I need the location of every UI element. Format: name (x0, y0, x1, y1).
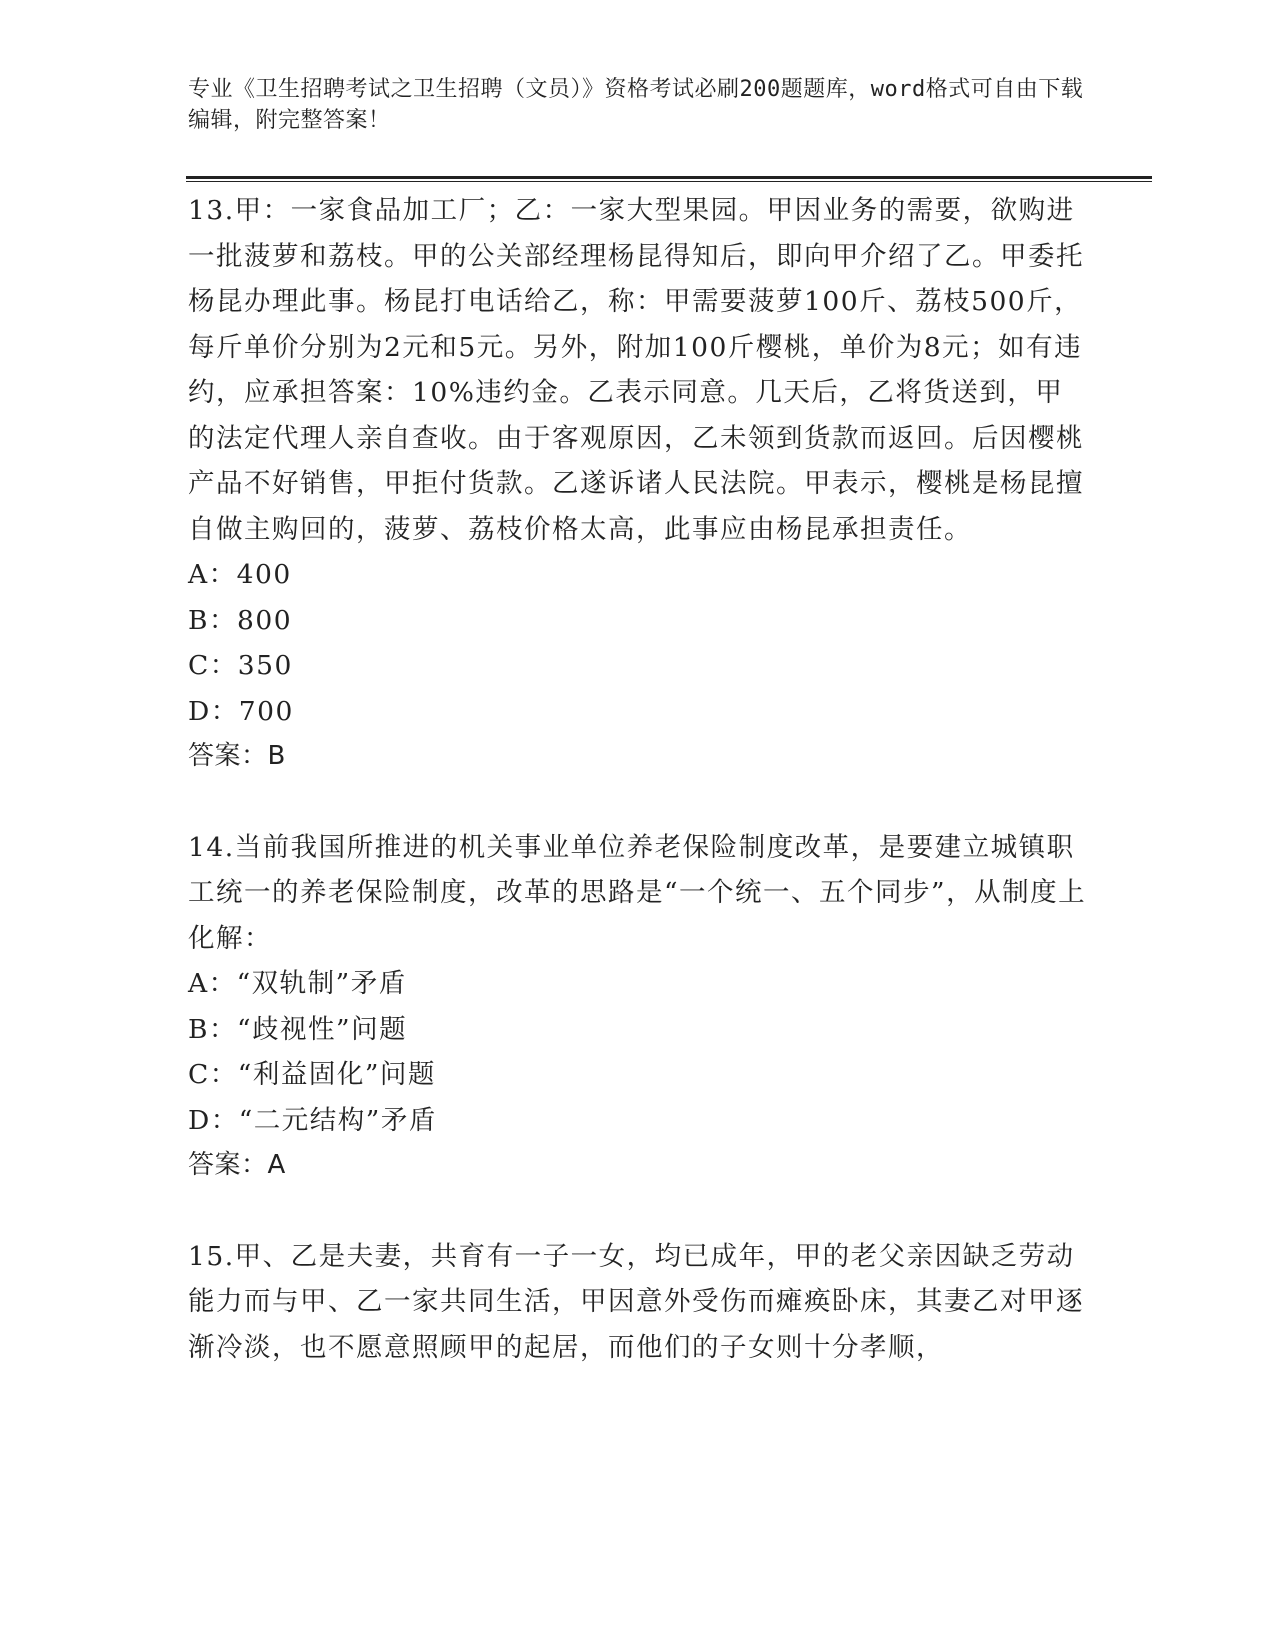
document-header (188, 74, 1088, 136)
answer-line: 答案：B (188, 741, 286, 771)
option-a: A：“双轨制”矛盾 (188, 968, 407, 999)
question-text: 13.甲：一家食品加工厂；乙：一家大型果园。甲因业务的需要，欲购进一批菠萝和荔枝。甲的公关部经理杨昆得知后，即向甲介绍了乙。甲委托杨昆办理此事。杨昆打电话给乙，称：甲需要菠萝100斤、荔枝500斤，每斤单价分别为2元和5元。另外，附加100斤樱桃，单价为8元；如有违约，应承担答案：10%违约金。乙表示同意。几天后，乙将货送到，甲的法定代理人亲自查收。由于客观原因，乙未领到货款而返回。后因樱桃产品不好销售，甲拒付货款。乙遂诉诸人民法院。甲表示，樱桃是杨昆擅自做主购回的，菠萝、荔枝价格太高，此事应由杨昆承担责任。 (188, 195, 1084, 545)
header-rule-thin (186, 181, 1152, 182)
option-d: D：“二元结构”矛盾 (188, 1104, 437, 1136)
option-d: D：700 (188, 695, 294, 727)
option-c: C：“利益固化”问题 (188, 1059, 436, 1090)
option-b: B：“歧视性”问题 (188, 1013, 408, 1045)
answer-line: 答案：A (188, 1150, 286, 1180)
question-list (188, 188, 1088, 1370)
header-text: 专业《卫生招聘考试之卫生招聘（文员）》资格考试必刷200题题库，word格式可自由下载编辑，附完整答案！ (188, 77, 1084, 133)
option-c: C：350 (188, 650, 293, 681)
option-b: B：800 (188, 604, 293, 636)
question-text: 14.当前我国所推进的机关事业单位养老保险制度改革，是要建立城镇职工统一的养老保险制度，改革的思路是“一个统一、五个同步”，从制度上化解： (188, 831, 1087, 954)
question-14 (188, 825, 1088, 1189)
question-spacer (188, 780, 1088, 825)
header-rule-thick (186, 176, 1152, 179)
question-13 (188, 188, 1088, 780)
question-spacer (188, 1189, 1088, 1234)
question-text: 15.甲、乙是夫妻，共育有一子一女，均已成年，甲的老父亲因缺乏劳动能力而与甲、乙一家共同生活，甲因意外受伤而瘫痪卧床，其妻乙对甲逐渐冷淡，也不愿意照顾甲的起居，而他们的子女则十分孝顺， (188, 1240, 1084, 1363)
question-15 (188, 1234, 1088, 1371)
option-a: A：400 (188, 559, 292, 590)
